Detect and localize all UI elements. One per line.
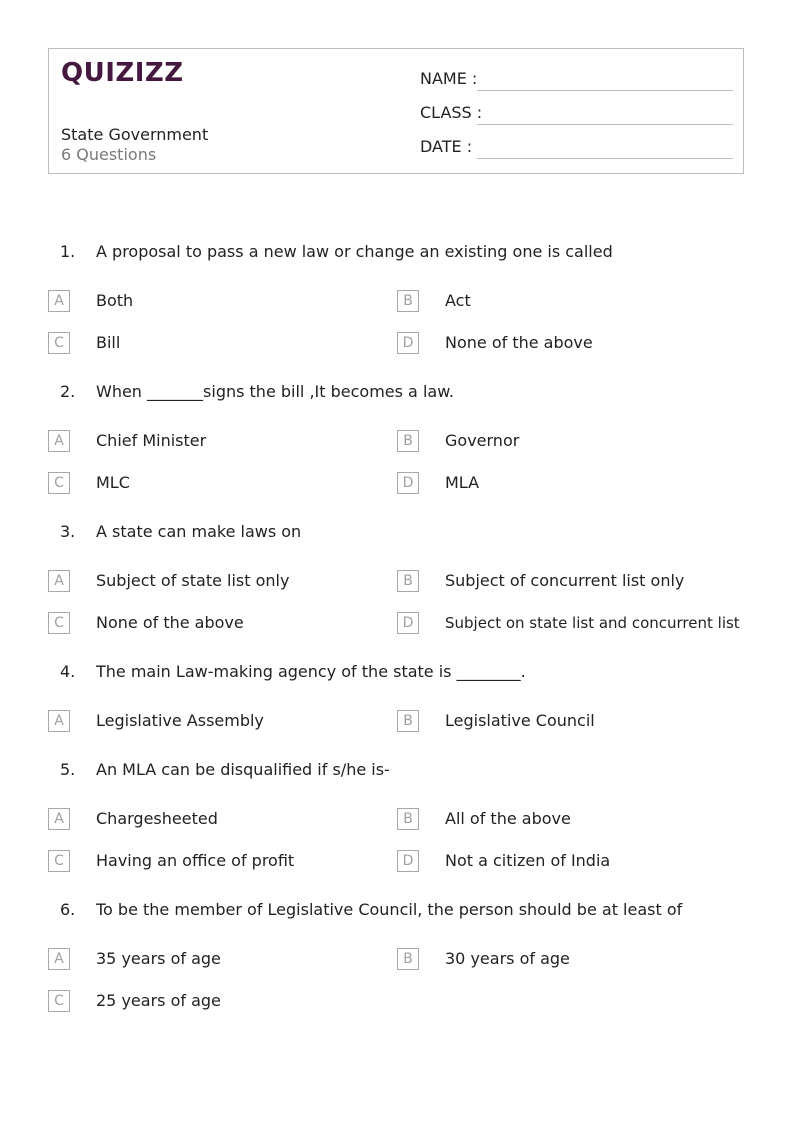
question-2 <box>0 380 794 404</box>
option-text: 25 years of age <box>96 991 221 1010</box>
question-number: 3. <box>60 522 76 541</box>
option-text: Subject on state list and concurrent list <box>445 614 740 632</box>
name-line[interactable] <box>477 90 733 91</box>
question-4 <box>0 660 794 684</box>
option-letter-box: D <box>397 850 419 872</box>
option-text: Subject of state list only <box>96 571 290 590</box>
option-text: Chargesheeted <box>96 809 218 828</box>
question-3 <box>0 520 794 544</box>
option-text: Act <box>445 291 471 310</box>
question-count: 6 Questions <box>61 145 157 164</box>
question-text: A proposal to pass a new law or change an existing one is called <box>96 242 613 261</box>
option-text: Not a citizen of India <box>445 851 611 870</box>
question-1 <box>0 240 794 264</box>
question-text: When _______signs the bill ,It becomes a law. <box>96 382 454 401</box>
class-field <box>420 101 733 125</box>
question-number: 1. <box>60 242 76 261</box>
option-letter-box: B <box>397 710 419 732</box>
option-letter-box: A <box>48 290 70 312</box>
question-text: To be the member of Legislative Council, the person should be at least of <box>96 900 683 919</box>
option-text: Bill <box>96 333 121 352</box>
option-letter-box: B <box>397 948 419 970</box>
option-text: Governor <box>445 431 520 450</box>
question-text: The main Law-making agency of the state is ________. <box>96 662 526 681</box>
option-letter-box: C <box>48 850 70 872</box>
option-letter-box: A <box>48 430 70 452</box>
date-field <box>420 135 733 159</box>
question-number: 4. <box>60 662 76 681</box>
option-text: Both <box>96 291 134 310</box>
option-text: None of the above <box>96 613 244 632</box>
option-text: 30 years of age <box>445 949 570 968</box>
class-line[interactable] <box>477 124 733 125</box>
option-text: None of the above <box>445 333 593 352</box>
option-letter-box: C <box>48 612 70 634</box>
option-letter-box: A <box>48 710 70 732</box>
question-text: A state can make laws on <box>96 522 302 541</box>
class-label: CLASS : <box>420 103 483 122</box>
option-letter-box: D <box>397 472 419 494</box>
option-text: MLC <box>96 473 130 492</box>
option-letter-box: B <box>397 570 419 592</box>
name-field <box>420 67 733 91</box>
option-letter-box: A <box>48 808 70 830</box>
option-text: Chief Minister <box>96 431 207 450</box>
quizizz-logo: QUIZIZZ <box>61 58 184 88</box>
option-letter-box: A <box>48 948 70 970</box>
date-line[interactable] <box>477 158 733 159</box>
option-letter-box: C <box>48 472 70 494</box>
worksheet-header <box>48 48 744 174</box>
option-letter-box: B <box>397 290 419 312</box>
option-text: MLA <box>445 473 480 492</box>
option-text: Legislative Assembly <box>96 711 264 730</box>
question-5 <box>0 758 794 782</box>
name-label: NAME : <box>420 69 478 88</box>
option-text: Subject of concurrent list only <box>445 571 685 590</box>
option-letter-box: C <box>48 990 70 1012</box>
quiz-title: State Government <box>61 125 209 144</box>
option-letter-box: B <box>397 430 419 452</box>
question-number: 6. <box>60 900 76 919</box>
option-letter-box: A <box>48 570 70 592</box>
option-text: Legislative Council <box>445 711 595 730</box>
option-letter-box: D <box>397 332 419 354</box>
date-label: DATE : <box>420 137 473 156</box>
question-text: An MLA can be disqualified if s/he is- <box>96 760 390 779</box>
option-text: Having an office of profit <box>96 851 295 870</box>
option-letter-box: B <box>397 808 419 830</box>
question-6 <box>0 898 794 922</box>
option-letter-box: C <box>48 332 70 354</box>
question-number: 2. <box>60 382 76 401</box>
question-number: 5. <box>60 760 76 779</box>
option-text: 35 years of age <box>96 949 221 968</box>
option-letter-box: D <box>397 612 419 634</box>
option-text: All of the above <box>445 809 571 828</box>
